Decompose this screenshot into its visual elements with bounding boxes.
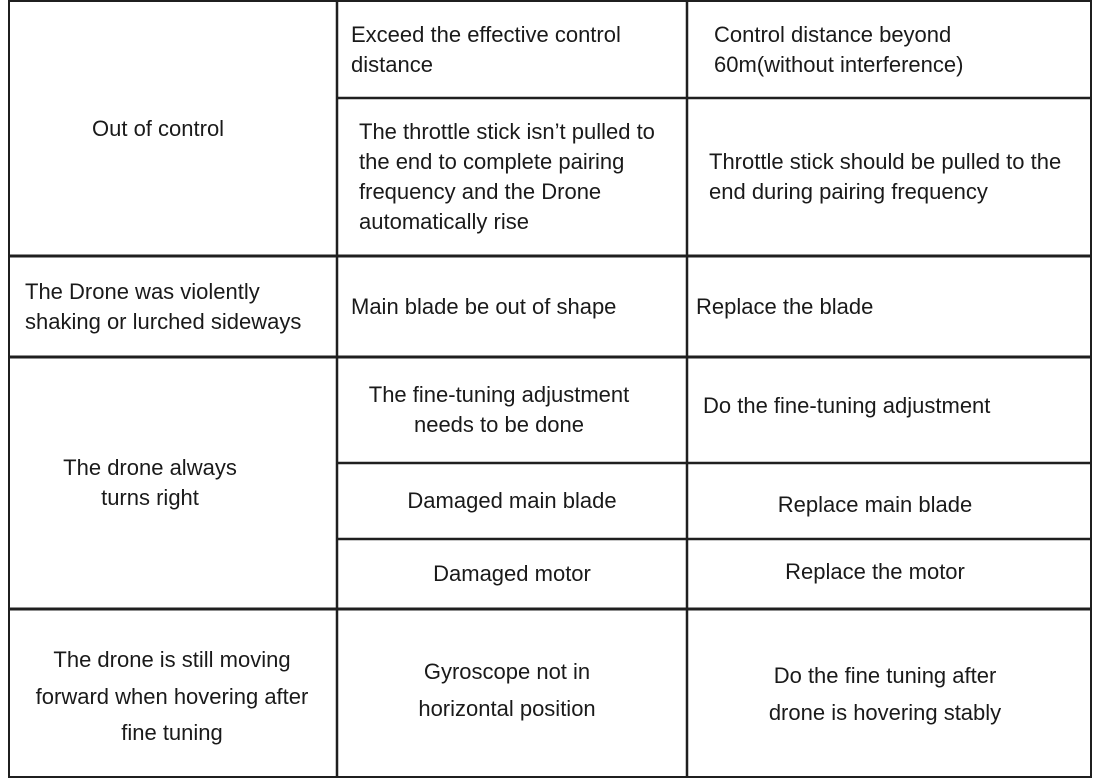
symptom-cell xyxy=(12,359,288,607)
solution-cell xyxy=(714,6,1084,94)
solution-text: Throttle stick should be pulled to the end during pairing frequency xyxy=(709,149,1062,204)
cause-cell xyxy=(339,465,685,537)
symptom-cell xyxy=(12,622,332,772)
symptom-text: Out of control xyxy=(92,116,225,142)
cause-cell xyxy=(351,258,681,356)
symptom-text: The drone always turns right xyxy=(63,455,237,510)
solution-text: Do the fine tuning after drone is hovering stably xyxy=(768,663,1002,725)
symptom-cell xyxy=(92,2,322,256)
solution-text: Do the fine-tuning adjustment xyxy=(703,393,991,419)
solution-text: Replace main blade xyxy=(777,492,973,518)
symptom-cell xyxy=(25,258,333,356)
solution-cell xyxy=(700,615,1070,775)
symptom-text: The drone is still moving forward when hovering after fine tuning xyxy=(35,646,309,746)
cause-cell xyxy=(339,541,685,607)
cause-text: The throttle stick isn’t pulled to the end to complete pairing frequency and the Drone automatically rise xyxy=(359,119,655,234)
cause-cell xyxy=(351,6,671,94)
cause-cell xyxy=(359,100,679,254)
solution-text: Replace the motor xyxy=(785,559,965,585)
cause-cell xyxy=(339,359,659,461)
cause-text: Exceed the effective control distance xyxy=(351,22,621,77)
cause-text: Damaged main blade xyxy=(407,488,617,514)
solution-text: Control distance beyond 60m(without interference) xyxy=(714,22,964,77)
solution-text: Replace the blade xyxy=(696,294,874,320)
cause-cell xyxy=(339,611,675,771)
cause-text: Damaged motor xyxy=(433,561,591,587)
symptom-text: The Drone was violently shaking or lurched sideways xyxy=(25,279,302,334)
cause-text: Main blade be out of shape xyxy=(351,294,617,320)
solution-cell xyxy=(709,100,1084,254)
cause-text: The fine-tuning adjustment needs to be done xyxy=(368,382,630,437)
solution-cell xyxy=(689,469,1061,541)
cause-text: Gyroscope not in horizontal position xyxy=(418,659,596,721)
solution-cell xyxy=(696,258,1086,356)
solution-cell xyxy=(703,359,1083,453)
solution-cell xyxy=(689,539,1061,605)
